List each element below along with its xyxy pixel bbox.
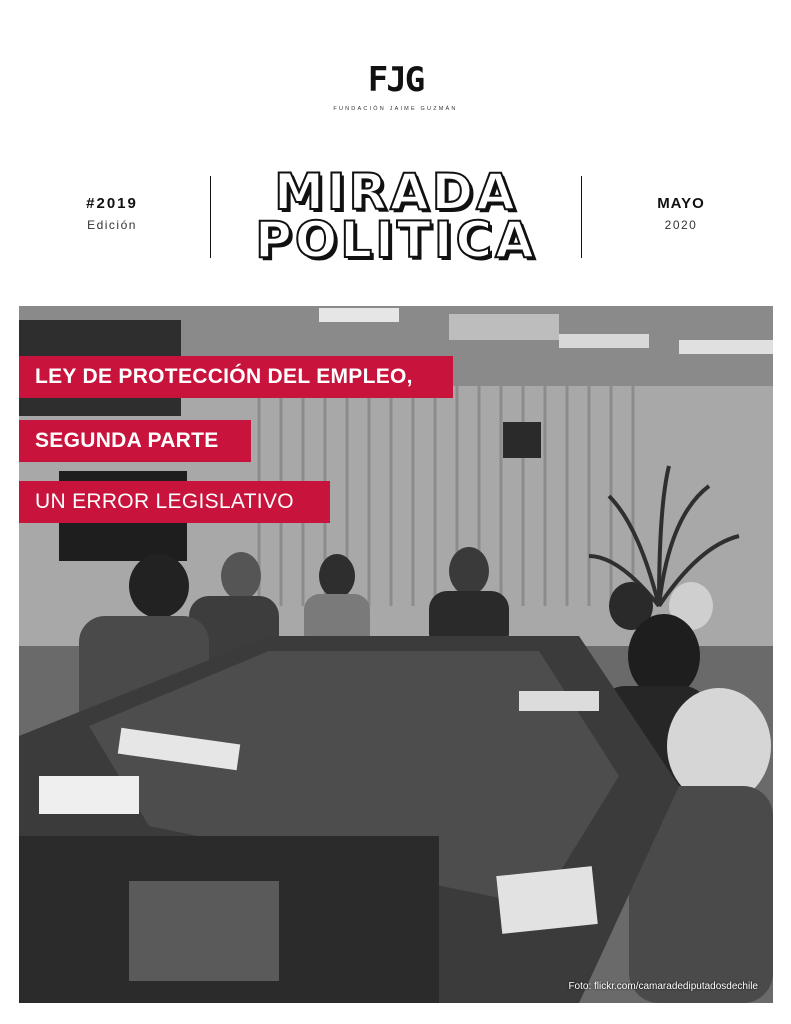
headline-line-2: SEGUNDA PARTE [19, 420, 251, 462]
masthead-line-2: POLITICA [255, 211, 537, 269]
edition-number: #2019 [86, 195, 138, 212]
edition-label: Edición [87, 218, 137, 232]
foundation-logo [0, 60, 791, 112]
meeting-photo [19, 306, 773, 1003]
date-block [648, 195, 714, 232]
masthead-title [212, 163, 580, 269]
photo-credit[interactable]: Foto: flickr.com/camaradediputadosdechile [568, 981, 758, 992]
date-month: MAYO [657, 195, 705, 212]
masthead-line-1: MIRADA [274, 163, 518, 221]
headline-line-1: LEY DE PROTECCIÓN DEL EMPLEO, [19, 356, 453, 398]
divider-right [581, 176, 582, 258]
divider-left [210, 176, 211, 258]
logo-subtitle: FUNDACIÓN JAIME GUZMÁN [333, 106, 458, 112]
logo-mark: FJG [367, 60, 424, 100]
edition-block [78, 195, 146, 232]
meeting-photo-illustration [19, 306, 773, 1003]
headline-line-3: UN ERROR LEGISLATIVO [19, 481, 330, 523]
date-year: 2020 [664, 218, 698, 232]
